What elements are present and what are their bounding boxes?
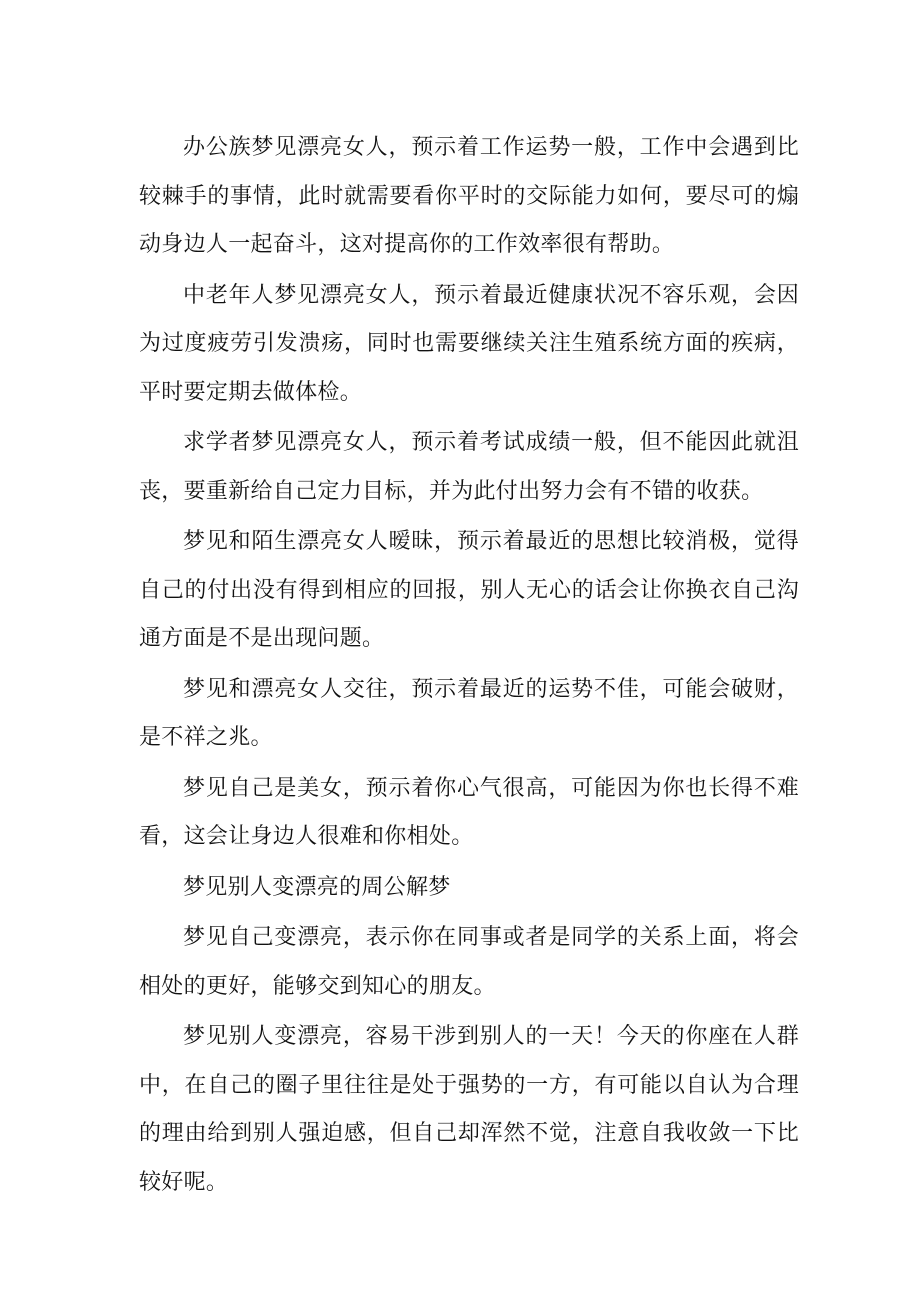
paragraph-dating: 梦见和漂亮女人交往，预示着最近的运势不佳，可能会破财，是不祥之兆。 bbox=[139, 676, 799, 750]
paragraph-students: 求学者梦见漂亮女人，预示着考试成绩一般，但不能因此就沮丧，要重新给自己定力目标，并为此付出努力会有不错的收获。 bbox=[139, 430, 799, 504]
section-heading: 梦见别人变漂亮的周公解梦 bbox=[183, 874, 451, 900]
paragraph-others-becoming-pretty: 梦见别人变漂亮，容易干涉到别人的一天！今天的你座在人群中，在自己的圈子里往往是处于强势的一方，有可能以自认为合理的理由给到别人强迫感，但自己却浑然不觉，注意自我收敛一下比较好呢。 bbox=[139, 1024, 799, 1195]
paragraph-office-workers: 办公族梦见漂亮女人，预示着工作运势一般，工作中会遇到比较棘手的事情，此时就需要看你平时的交际能力如何，要尽可的煽动身边人一起奋斗，这对提高你的工作效率很有帮助。 bbox=[139, 135, 799, 257]
paragraph-elderly: 中老年人梦见漂亮女人，预示着最近健康状况不容乐观，会因为过度疲劳引发溃疡，同时也需要继续关注生殖系统方面的疾病，平时要定期去做体检。 bbox=[139, 282, 799, 405]
paragraph-self-beauty: 梦见自己是美女，预示着你心气很高，可能因为你也长得不难看，这会让身边人很难和你相处。 bbox=[139, 775, 799, 849]
document-body bbox=[139, 124, 799, 1209]
paragraph-self-becoming-pretty: 梦见自己变漂亮，表示你在同事或者是同学的关系上面，将会相处的更好，能够交到知心的朋友。 bbox=[139, 925, 799, 999]
paragraph-flirting-stranger: 梦见和陌生漂亮女人暧昧，预示着最近的思想比较消极，觉得自己的付出没有得到相应的回报，别人无心的话会让你换衣自己沟通方面是不是出现问题。 bbox=[139, 529, 799, 651]
